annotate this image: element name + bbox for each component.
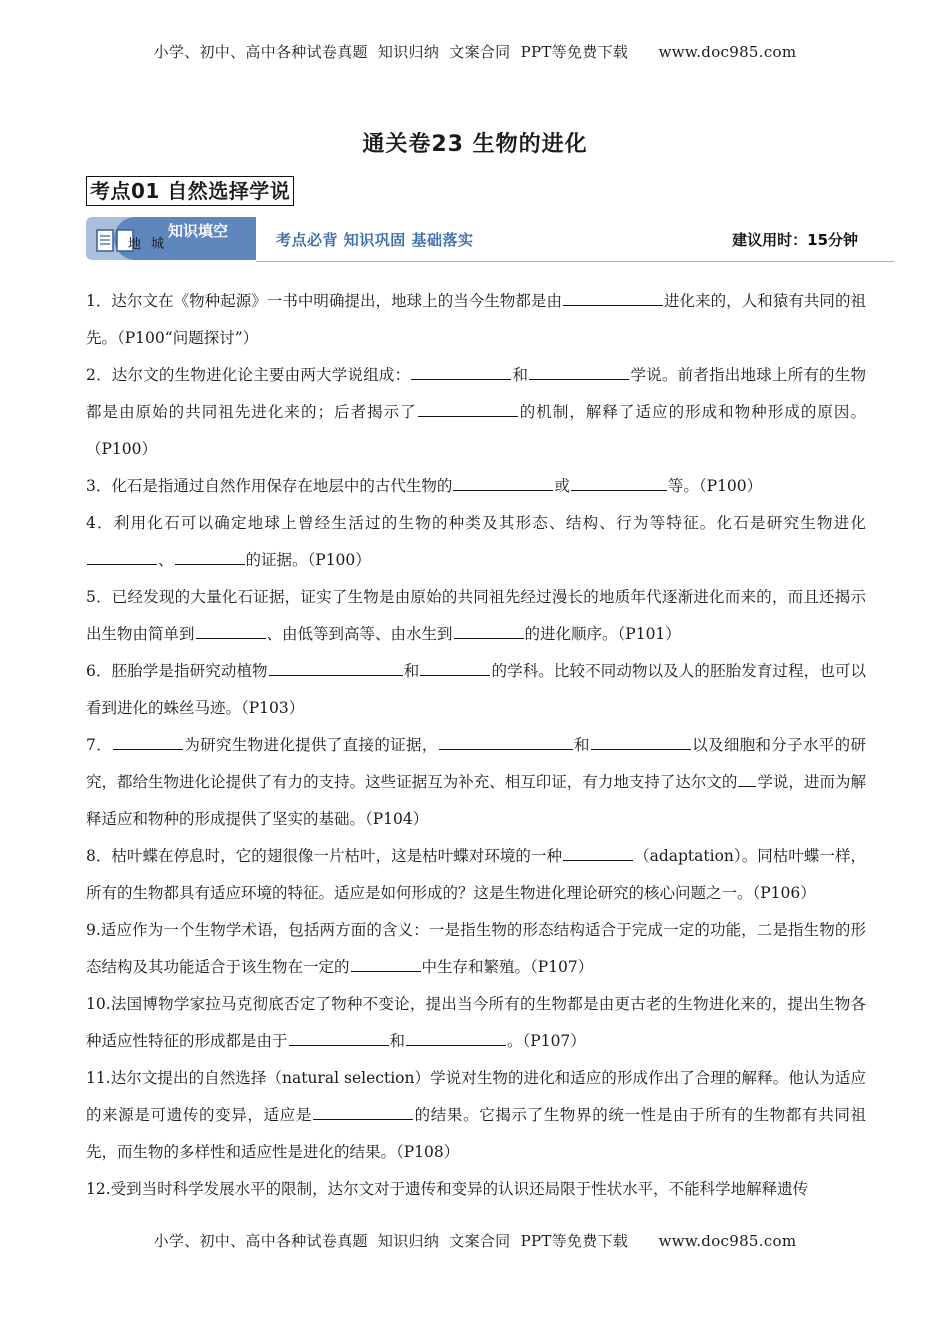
question-7: 7． 为研究生物进化提供了直接的证据， 和 以及细胞和分子水平的研究，都给生物进化论提供了有力的支持。这些证据互为补充、相互印证，有力地支持了达尔文的 学说，进而为解释适应和物种的形成提供了坚实的基础。（P104）	[86, 727, 866, 838]
answer-blank	[196, 620, 266, 639]
section-heading: 考点01 自然选择学说	[86, 176, 294, 206]
answer-blank	[529, 361, 629, 380]
page-header: 小学、初中、高中各种试卷真题 知识归纳 文案合同 PPT等免费下载 www.doc985.com	[153, 43, 797, 61]
question-10: 10.法国博物学家拉马克彻底否定了物种不变论，提出当今所有的生物都是由更古老的生物进化来的，提出生物各种适应性特征的形成都是由于 和 。（P107）	[86, 995, 866, 1050]
answer-blank	[439, 731, 573, 750]
answer-blank	[406, 1027, 506, 1046]
question-12: 12.受到当时科学发展水平的限制，达尔文对于遗传和变异的认识还局限于性状水平，不能科学地解释遗传	[86, 1180, 809, 1198]
answer-blank	[269, 657, 403, 676]
answer-blank	[571, 472, 667, 491]
question-1: 1．达尔文在《物种起源》一书中明确提出，地球上的当今生物都是由 进化来的，人和猿有共同的祖先。（P100“问题探讨”）	[86, 283, 866, 357]
question-2: 2．达尔文的生物进化论主要由两大学说组成： 和 学说。前者指出地球上所有的生物都是由原始的共同祖先进化来的；后者揭示了 的机制，解释了适应的形成和物种形成的原因。（P100）	[86, 357, 866, 468]
answer-blank	[418, 398, 518, 417]
answer-blank	[453, 472, 553, 491]
answer-blank	[420, 657, 490, 676]
answer-blank	[591, 731, 691, 750]
answer-blank	[313, 1101, 413, 1120]
question-9: 9.适应作为一个生物学术语，包括两方面的含义：一是指生物的形态结构适合于完成一定的功能，二是指生物的形态结构及其功能适合于该生物在一定的 中生存和繁殖。（P107）	[86, 921, 866, 976]
answer-blank	[351, 953, 421, 972]
question-3: 3．化石是指通过自然作用保存在地层中的古代生物的 或 等。（P100）	[86, 468, 866, 505]
answer-blank	[454, 620, 524, 639]
question-11: 11.达尔文提出的自然选择（natural selection）学说对生物的进化和适应的形成作出了合理的解释。他认为适应的来源是可遗传的变异，适应是 的结果。它揭示了生物界的统一性是由于所有的生物都有共同祖先，而生物的多样性和适应性是进化的结果。（P108）	[86, 1069, 866, 1161]
page-title: 通关卷23 生物的进化	[362, 132, 588, 157]
question-6: 6．胚胎学是指研究动植物 和 的学科。比较不同动物以及人的胚胎发育过程，也可以看到进化的蛛丝马迹。（P103）	[86, 653, 866, 727]
answer-blank	[113, 731, 183, 750]
answer-blank	[563, 842, 633, 861]
suggested-time: 建议用时：15分钟	[732, 231, 858, 249]
question-8: 8．枯叶蝶在停息时，它的翅很像一片枯叶，这是枯叶蝶对环境的一种 （adaptation）。同枯叶蝶一样，所有的生物都具有适应环境的特征。适应是如何形成的？这是生物进化理论研究的核心问题之一。（P106）	[86, 838, 866, 912]
answer-blank	[411, 361, 511, 380]
section-banner	[86, 217, 894, 265]
page-footer: 小学、初中、高中各种试卷真题 知识归纳 文案合同 PPT等免费下载 www.doc985.com	[153, 1232, 797, 1250]
question-5: 5．已经发现的大量化石证据，证实了生物是由原始的共同祖先经过漫长的地质年代逐渐进化而来的，而且还揭示出生物由简单到 、由低等到高等、由水生到 的进化顺序。（P101）	[86, 588, 866, 643]
answer-blank	[175, 546, 245, 565]
banner-sub: 地城	[128, 237, 175, 252]
answer-blank	[289, 1027, 389, 1046]
banner-slogan: 考点必背 知识巩固 基础落实	[276, 231, 474, 249]
banner-underline	[256, 261, 894, 262]
question-list	[86, 283, 866, 1208]
answer-blank	[87, 546, 157, 565]
question-4: 4．利用化石可以确定地球上曾经生活过的生物的种类及其形态、结构、行为等特征。化石是研究生物进化、 的证据。（P100）	[86, 514, 866, 569]
answer-blank	[738, 768, 756, 787]
banner-tag: 知识填空	[168, 222, 229, 240]
answer-blank	[563, 287, 663, 306]
